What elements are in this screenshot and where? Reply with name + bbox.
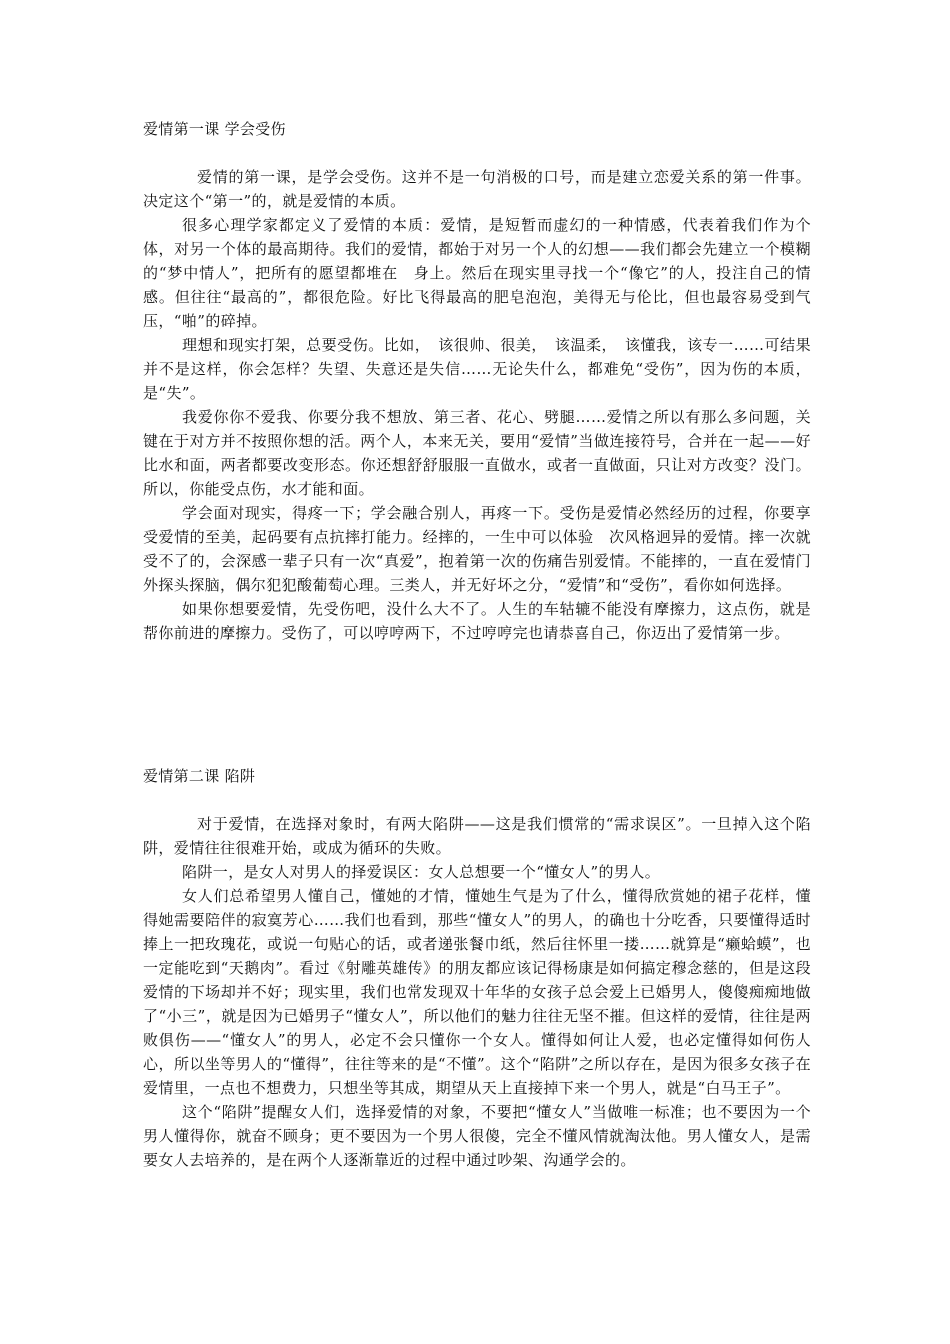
lesson-1-paragraph: 我爱你你不爱我、你要分我不想放、第三者、花心、劈腿……爱情之所以有那么多问题，关键在于对方并不按照你想的活。两个人，本来无关，要用“爱情”当做连接符号，合并在一起——好比水和面，两者都要改变形态。你还想舒舒服服一直做水，或者一直做面，只让对方改变？没门。所以，你能受点伤，水才能和面。 — [143, 408, 811, 498]
lesson-1-section — [143, 117, 827, 645]
lesson-2-title: 爱情第二课 陷阱 — [143, 767, 256, 785]
lesson-2-paragraph: 女人们总希望男人懂自己，懂她的才情，懂她生气是为了什么，懂得欣赏她的裙子花样，懂得她需要陪伴的寂寞芳心……我们也看到，那些“懂女人”的男人，的确也十分吃香，只要懂得适时捧上一把玫瑰花，或说一句贴心的话，或者递张餐巾纸，然后往怀里一搂……就算是“癞蛤蟆”，也一定能吃到“天鹅肉”。看过《射雕英雄传》的朋友都应该记得杨康是如何搞定穆念慈的，但是这段爱情的下场却并不好；现实里，我们也常发现双十年华的女孩子总会爱上已婚男人，傻傻痴痴地做了“小三”，就是因为已婚男子“懂女人”，所以他们的魅力往往无坚不摧。但这样的爱情，往往是两败俱伤——“懂女人”的男人，必定不会只懂你一个女人。懂得如何让人爱，也必定懂得如何伤人心，所以坐等男人的“懂得”，往往等来的是“不懂”。这个“陷阱”之所以存在，是因为很多女孩子在爱情里，一点也不想费力，只想坐等其成，期望从天上直接掉下来一个男人，就是“白马王子”。 — [143, 887, 811, 1097]
lesson-2-paragraph: 这个“陷阱”提醒女人们，选择爱情的对象，不要把“懂女人”当做唯一标准；也不要因为一个男人懂得你，就奋不顾身；更不要因为一个男人很傻，完全不懂风情就淘汰他。男人懂女人，是需要女人去培养的，是在两个人逐渐靠近的过程中通过吵架、沟通学会的。 — [143, 1103, 811, 1169]
lesson-2-paragraph: 对于爱情，在选择对象时，有两大陷阱——这是我们惯常的“需求误区”。一旦掉入这个陷阱，爱情往往很难开始，或成为循环的失败。 — [143, 815, 811, 857]
lesson-1-paragraph: 如果你想要爱情，先受伤吧，没什么大不了。人生的车轱辘不能没有摩擦力，这点伤，就是帮你前进的摩擦力。受伤了，可以哼哼两下，不过哼哼完也请恭喜自己，你迈出了爱情第一步。 — [143, 600, 811, 642]
lesson-1-paragraph: 爱情的第一课，是学会受伤。这并不是一句消极的口号，而是建立恋爱关系的第一件事。决定这个“第一”的，就是爱情的本质。 — [143, 168, 811, 210]
lesson-1-paragraph: 理想和现实打架，总要受伤。比如， 该很帅、很美， 该温柔， 该懂我，该专一……可结果 并不是这样，你会怎样？失望、失意还是失信……无论失什么，都难免“受伤”，因为伤的本质，是“失”。 — [143, 336, 827, 402]
lesson-1-paragraph: 很多心理学家都定义了爱情的本质：爱情，是短暂而虚幻的一种情感，代表着我们作为个体，对另一个体的最高期待。我们的爱情，都始于对另一个人的幻想——我们都会先建立一个模糊的“梦中情人”，把所有的愿望都堆在 身上。然后在现实里寻找一个“像它”的人，投注自己的情感。但往往“最高的”，都很危险。好比飞得最高的肥皂泡泡，美得无与伦比，但也最容易受到气压，“啪”的碎掉。 — [143, 216, 811, 330]
lesson-1-paragraph: 学会面对现实，得疼一下；学会融合别人，再疼一下。受伤是爱情必然经历的过程，你要享受爱情的至美，起码要有点抗摔打能力。经摔的，一生中可以体验 次风格迥异的爱情。摔一次就受不了的，会深感一辈子只有一次“真爱”，抱着第一次的伤痛告别爱情。不能摔的，一直在爱情门外探头探脑，偶尔犯犯酸葡萄心理。三类人，并无好坏之分，“爱情”和“受伤”，看你如何选择。 — [143, 504, 811, 594]
lesson-2-section — [143, 764, 811, 1172]
lesson-1-title: 爱情第一课 学会受伤 — [143, 120, 286, 138]
lesson-2-paragraph: 陷阱一，是女人对男人的择爱误区：女人总想要一个“懂女人”的男人。 — [182, 863, 661, 881]
